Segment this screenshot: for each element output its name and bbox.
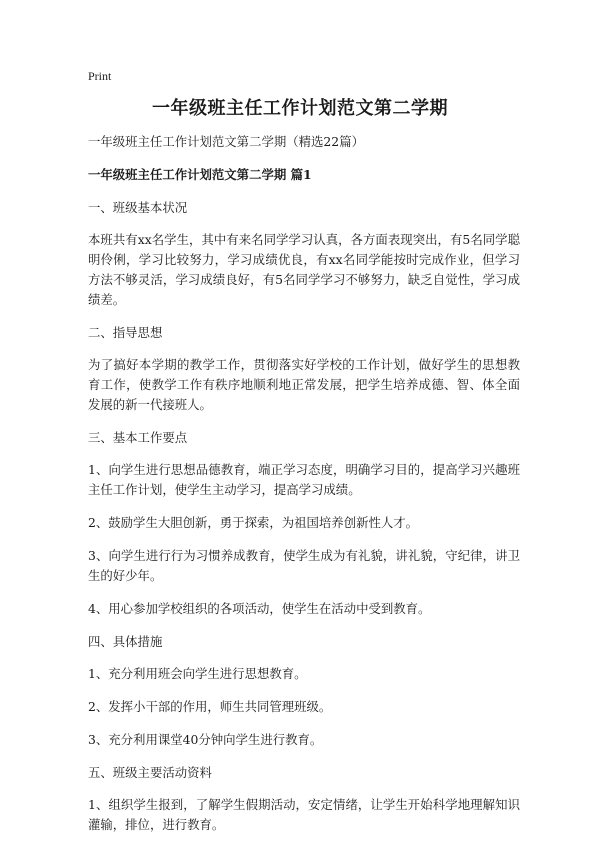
list-item: 2、鼓励学生大胆创新，勇于探索，为祖国培养创新性人才。: [88, 515, 419, 530]
section-heading: 一、班级基本状况: [88, 200, 188, 215]
document-subtitle: 一年级班主任工作计划范文第二学期（精选22篇）: [88, 134, 364, 149]
section-heading: 四、具体措施: [88, 634, 163, 649]
paragraph: 为了搞好本学期的教学工作，贯彻落实好学校的工作计划，做好学生的思想教育工作，使教学工作有秩序地顺利地正常发展，把学生培养成德、智、体全面发展的新一代接班人。: [88, 357, 520, 412]
list-item: 1、向学生进行思想品德教育，端正学习态度，明确学习目的，提高学习兴趣班主任工作计划，使学生主动学习，提高学习成绩。: [88, 462, 520, 497]
print-link[interactable]: Print: [88, 69, 112, 83]
section-heading: 二、指导思想: [88, 325, 163, 340]
list-item: 1、组织学生报到，了解学生假期活动，安定情绪，让学生开始科学地理解知识灌输，排位，进行教育。: [88, 797, 520, 832]
section-title: 一年级班主任工作计划范文第二学期 篇1: [88, 167, 312, 182]
document-body: [88, 132, 520, 848]
section-heading: 三、基本工作要点: [88, 430, 188, 445]
list-item: 4、用心参加学校组织的各项活动，使学生在活动中受到教育。: [88, 601, 431, 616]
paragraph: 本班共有xx名学生，其中有来名同学学习认真，各方面表现突出，有5名同学聪明伶俐，学习比较努力，学习成绩优良，有xx名同学能按时完成作业，但学习方法不够灵活，学习成绩良好，有5名同学学习不够努力，缺乏自觉性，学习成绩差。: [88, 232, 520, 307]
section-heading: 五、班级主要活动资料: [88, 765, 212, 780]
list-item: 1、充分利用班会向学生进行思想教育。: [88, 666, 307, 681]
list-item: 3、向学生进行行为习惯养成教育，使学生成为有礼貌，讲礼貌，守纪律，讲卫生的好少年。: [88, 548, 520, 583]
list-item: 2、发挥小干部的作用，师生共同管理班级。: [88, 699, 332, 714]
page-title: 一年级班主任工作计划范文第二学期: [152, 98, 448, 119]
list-item: 3、充分利用课堂40分钟向学生进行教育。: [88, 732, 323, 747]
